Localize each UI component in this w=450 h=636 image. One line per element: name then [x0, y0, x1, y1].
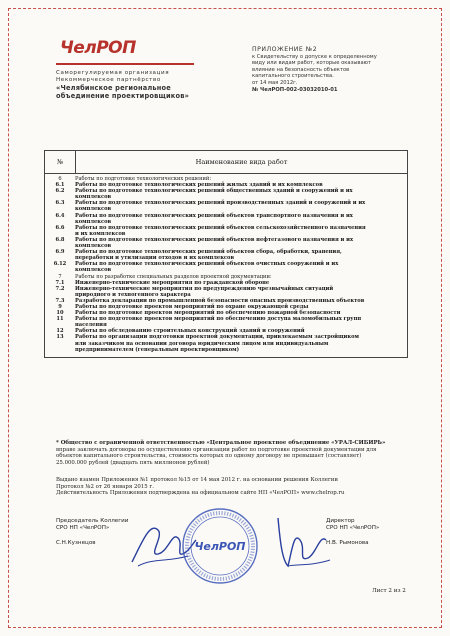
seal-stamp [180, 506, 260, 586]
row-text: Работы по подготовке технологических решений общественных зданий и сооружений и их [75, 188, 353, 195]
column-header-number: № [45, 151, 76, 173]
row-text: Работы по подготовке технологических решений: [75, 176, 212, 182]
row-number: 11 [56, 316, 64, 323]
note-line: объектов капитального строительства, стоимость которых по одному договору не превышает (составляет) [56, 453, 362, 460]
organization-block [56, 70, 206, 100]
logo-underline [56, 63, 194, 65]
org-name-line: «Челябинское региональное [56, 84, 171, 92]
row-number: 6.1 [55, 182, 65, 189]
row-number: 10 [56, 310, 64, 317]
row-text: Работы по подготовке проектов мероприятий по обеспечению пожарной безопасности [75, 310, 341, 317]
row-text: Работы по подготовке проектов мероприятий по обеспечению доступа маломобильных групп [75, 316, 362, 323]
row-text: Разработка декларации по промышленной безопасности опасных производственных объектов [75, 297, 365, 304]
note-line: вправе заключать договоры по осуществлению организации работ по подготовке проектной документации для [56, 446, 377, 453]
row-text: Инженерно-технические мероприятия по гражданской обороне [75, 279, 270, 286]
row-text: Работы по организации подготовки проектной документации, привлекаемым застройщиком [75, 334, 359, 341]
appendix-line: виду или видам работ, которые оказывают [252, 60, 372, 67]
logo: ЧелРОП [60, 38, 136, 58]
row-number: 7 [58, 273, 62, 280]
row-text: населения [75, 322, 107, 329]
row-number: 13 [56, 334, 64, 341]
appendix-line: к Свидетельству о допуске к определенному [252, 53, 377, 60]
row-text: и их комплексов [75, 230, 126, 237]
note-heading: * Общество с ограниченной ответственностью «Центральное проектное объединение «УРАЛ-СИБИРЬ» [56, 440, 386, 446]
sheet-number: Лист 2 из 2 [372, 588, 406, 594]
row-text: комплексов [75, 206, 112, 213]
row-number [45, 347, 75, 353]
row-number: 6.12 [53, 261, 67, 268]
row-number: 12 [56, 328, 64, 335]
signatory-right [326, 518, 426, 532]
row-number: 6.4 [55, 212, 65, 219]
table-row [45, 347, 407, 353]
appendix-header [252, 47, 424, 93]
issued-block [56, 477, 401, 497]
row-text: Работы по подготовке технологических решений жилых зданий и их комплексов [75, 182, 323, 189]
org-line: Некоммерческое партнёрство [56, 77, 161, 83]
column-header-name: Наименование вида работ [195, 158, 288, 166]
works-table [44, 150, 408, 358]
row-number: 6.3 [55, 200, 65, 207]
note-block [56, 440, 401, 466]
signatory-name-right: Н.В. Рымонова [326, 540, 369, 546]
row-text: Работы по подготовке технологических решений объектов сбора, обработки, хранения, [75, 249, 342, 256]
row-number: 6.2 [55, 188, 65, 195]
row-text: Работы по обследованию строительных конструкций зданий и сооружений [75, 328, 305, 335]
row-text: комплексов [75, 194, 112, 201]
appendix-line: капитального строительства. [252, 73, 334, 80]
row-number: 6.9 [55, 249, 65, 256]
row-text: Работы по подготовке технологических решений объектов нефтегазового назначения и их [75, 236, 354, 243]
seal-text: ЧелРОП [194, 540, 246, 553]
appendix-line: от 14 мая 2012г. [252, 79, 298, 86]
signatory-org: СРО НП «ЧелРОП» [326, 525, 380, 531]
signatory-title: Председатель Коллегии [56, 518, 129, 524]
org-name-line: объединение проектировщиков» [56, 92, 190, 100]
issued-line: Действительность Приложения подтверждена на официальном сайте НП «ЧелРОП» www.chelrop.ru [56, 490, 345, 497]
row-text: или заказчиком на основании договора юридическим лицом или индивидуальным [75, 340, 329, 347]
signature-right-image [268, 510, 338, 574]
issued-line: Выдано взамен Приложения №1 протокол №15 от 14 мая 2012 г. на основании решения Коллегии [56, 477, 338, 483]
row-text: Работы по разработке специальных разделов проектной документации: [75, 273, 272, 280]
row-text: Работы по подготовке технологических решений производственных зданий и сооружений и их [75, 200, 366, 207]
signatory-title: Директор [326, 518, 355, 524]
row-text: комплексов [75, 218, 112, 225]
row-text: комплексов [75, 243, 112, 250]
row-text: Работы по подготовке проектов мероприятий по охране окружающей среды [75, 303, 309, 310]
row-text: переработки и утилизации отходов и их комплексов [75, 255, 235, 262]
signatory-name-left: С.Н.Кузнецов [56, 540, 96, 546]
table-header [45, 151, 407, 174]
appendix-title: ПРИЛОЖЕНИЕ №2 [252, 46, 318, 53]
issued-line: Протокол №2 от 26 января 2015 г. [56, 483, 154, 490]
row-text: предпринимателем (генеральным проектировщиком) [75, 346, 240, 353]
note-line: 25.000.000 рублей (двадцать пять миллионов рублей) [56, 459, 210, 466]
table-body [45, 174, 407, 357]
row-number: 7.3 [55, 297, 65, 304]
appendix-line: влияние на безопасность объектов [252, 66, 350, 73]
row-number: 6 [58, 176, 62, 182]
row-number: 7.2 [55, 285, 65, 292]
signatory-org: СРО НП «ЧелРОП» [56, 525, 110, 531]
row-text: Работы по подготовке технологических решений объектов сельскохозяйственного назначения [75, 224, 366, 231]
row-text: природного и техногенного характера [75, 291, 191, 298]
appendix-number: № ЧелРОП-002-03032010-01 [252, 86, 338, 93]
row-number: 6.6 [55, 224, 65, 231]
row-text: Работы по подготовке технологических решений объектов транспортного назначения и их [75, 212, 353, 219]
row-text: Инженерно-технические мероприятия по предупреждению чрезвычайных ситуаций [75, 285, 334, 292]
row-number: 9 [58, 303, 62, 310]
row-number: 6.8 [55, 236, 65, 243]
row-number: 7.1 [55, 279, 65, 286]
row-text: комплексов [75, 267, 112, 274]
org-line: Саморегулируемая организация [56, 70, 170, 76]
row-text: Работы по подготовке технологических решений объектов очистных сооружений и их [75, 261, 339, 268]
